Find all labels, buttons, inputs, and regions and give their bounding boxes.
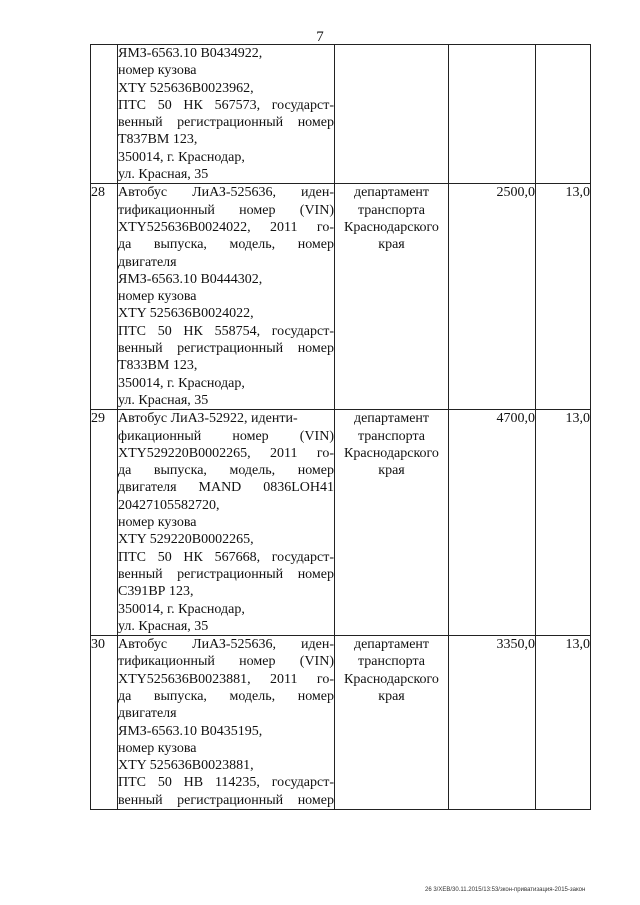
description-line: ЯМЗ-6563.10 В0435195, bbox=[118, 723, 263, 739]
owner-line: края bbox=[378, 463, 405, 479]
owner-line: транспорта bbox=[357, 202, 426, 218]
cost-value: 3350,0 bbox=[449, 636, 536, 810]
description-line: XTY 525636В0023881, bbox=[118, 758, 254, 774]
description-line: Автобус ЛиАЗ-52922, иденти- bbox=[118, 411, 298, 427]
property-table-body bbox=[91, 45, 591, 810]
description-line: XTY 525636В0024022, bbox=[118, 306, 254, 322]
rate-value: 13,0 bbox=[536, 184, 591, 410]
description-line: двигателя bbox=[118, 706, 177, 722]
owner-line: края bbox=[378, 688, 405, 704]
description-line: ПТС 50 НК 567573, государст- bbox=[118, 97, 334, 113]
description-line: да выпуска, модель, номер bbox=[118, 237, 334, 253]
description-line: ул. Красная, 35 bbox=[118, 167, 209, 183]
description-line: венный регистрационный номер bbox=[118, 792, 334, 808]
row-number bbox=[91, 45, 118, 184]
description-line: венный регистрационный номер bbox=[118, 115, 334, 131]
cost-value bbox=[449, 45, 536, 184]
description-line: ПТС 50 НВ 114235, государст- bbox=[118, 775, 334, 791]
table-row bbox=[91, 45, 591, 184]
description-line: 350014, г. Краснодар, bbox=[118, 375, 245, 391]
description-line: тификационный номер (VIN) bbox=[118, 654, 334, 670]
owner-organization bbox=[335, 184, 449, 410]
description-line: 350014, г. Краснодар, bbox=[118, 149, 245, 165]
description-line: XTY 525636В0023962, bbox=[118, 80, 254, 96]
vehicle-description bbox=[118, 636, 335, 810]
rate-value: 13,0 bbox=[536, 410, 591, 636]
owner-line: департамент bbox=[353, 411, 430, 427]
description-line: Т833ВМ 123, bbox=[118, 358, 198, 374]
vehicle-description bbox=[118, 184, 335, 410]
owner-organization bbox=[335, 45, 449, 184]
description-line: 350014, г. Краснодар, bbox=[118, 601, 245, 617]
page-number: 7 bbox=[316, 29, 324, 45]
description-line: тификационный номер (VIN) bbox=[118, 202, 334, 218]
description-line: двигателя bbox=[118, 254, 177, 270]
description-line: XTY529220B0002265, 2011 го- bbox=[118, 445, 334, 461]
rate-value: 13,0 bbox=[536, 636, 591, 810]
rate-value bbox=[536, 45, 591, 184]
description-line: да выпуска, модель, номер bbox=[118, 463, 334, 479]
owner-line: департамент bbox=[353, 637, 430, 653]
owner-line: Краснодарского bbox=[344, 219, 439, 235]
description-line: номер кузова bbox=[118, 515, 197, 531]
description-line: фикационный номер (VIN) bbox=[118, 428, 334, 444]
description-line: номер кузова bbox=[118, 63, 197, 79]
description-line: номер кузова bbox=[118, 740, 197, 756]
footer-stamp: 26 3/ХЕВ/30.11.2015/13:53/зкон-приватизация-2015-закон bbox=[425, 887, 586, 893]
cost-value: 4700,0 bbox=[449, 410, 536, 636]
owner-line: Краснодарского bbox=[344, 445, 439, 461]
property-table bbox=[90, 44, 591, 810]
description-line: XTY525636B0023881, 2011 го- bbox=[118, 671, 334, 687]
description-line: ул. Красная, 35 bbox=[118, 392, 209, 408]
description-line: номер кузова bbox=[118, 289, 197, 305]
table-row bbox=[91, 184, 591, 410]
table-row bbox=[91, 410, 591, 636]
description-line: да выпуска, модель, номер bbox=[118, 688, 334, 704]
owner-line: транспорта bbox=[357, 428, 426, 444]
description-line: XTY 529220В0002265, bbox=[118, 532, 254, 548]
owner-organization bbox=[335, 410, 449, 636]
owner-line: департамент bbox=[353, 185, 430, 201]
owner-organization bbox=[335, 636, 449, 810]
description-line: венный регистрационный номер bbox=[118, 566, 334, 582]
table-row bbox=[91, 636, 591, 810]
vehicle-description bbox=[118, 410, 335, 636]
description-line: венный регистрационный номер bbox=[118, 341, 334, 357]
cost-value: 2500,0 bbox=[449, 184, 536, 410]
description-line: Автобус ЛиАЗ-525636, иден- bbox=[118, 637, 334, 653]
description-line: ПТС 50 НК 558754, государст- bbox=[118, 323, 334, 339]
owner-line: края bbox=[378, 237, 405, 253]
description-line: XTY525636B0024022, 2011 го- bbox=[118, 219, 334, 235]
row-number: 29 bbox=[91, 410, 118, 636]
owner-line: Краснодарского bbox=[344, 671, 439, 687]
row-number: 28 bbox=[91, 184, 118, 410]
description-line: Автобус ЛиАЗ-525636, иден- bbox=[118, 185, 334, 201]
description-line: С391ВР 123, bbox=[118, 584, 194, 600]
vehicle-description bbox=[118, 45, 335, 184]
description-line: ЯМЗ-6563.10 В0444302, bbox=[118, 271, 263, 287]
description-line: ПТС 50 НК 567668, государст- bbox=[118, 549, 334, 565]
description-line: ЯМЗ-6563.10 В0434922, bbox=[118, 46, 263, 61]
description-line: ул. Красная, 35 bbox=[118, 618, 209, 634]
description-line: Т837ВМ 123, bbox=[118, 132, 198, 148]
description-line: 20427105582720, bbox=[118, 497, 220, 513]
owner-line: транспорта bbox=[357, 654, 426, 670]
row-number: 30 bbox=[91, 636, 118, 810]
description-line: двигателя MAND 0836LOH41 bbox=[118, 480, 334, 496]
